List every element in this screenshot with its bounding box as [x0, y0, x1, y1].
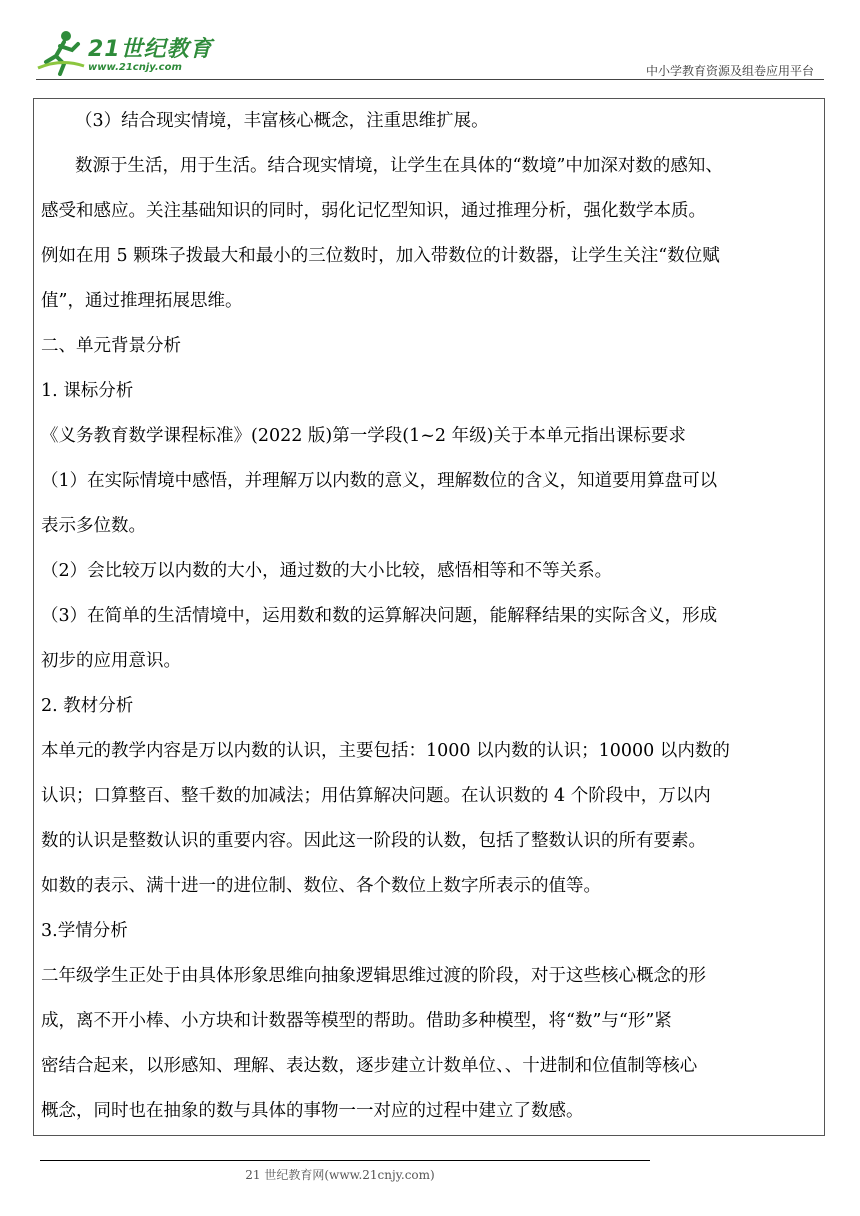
header-divider [36, 79, 824, 80]
paragraph-line: 感受和感应。关注基础知识的同时，弱化记忆型知识，通过推理分析，强化数学本质。 [41, 201, 706, 221]
subsection-heading: 3.学情分析 [41, 921, 128, 941]
paragraph-line: （3）在简单的生活情境中，运用数和数的运算解决问题，能解释结果的实际含义，形成 [41, 606, 718, 626]
paragraph-line: 值”，通过推理拓展思维。 [41, 291, 243, 311]
paragraph-line: 表示多位数。 [41, 516, 146, 536]
logo-url: www.21cnjy.com [88, 62, 182, 73]
subsection-heading: 2. 教材分析 [41, 696, 134, 716]
subsection-heading: 1. 课标分析 [41, 381, 134, 401]
footer-divider [40, 1160, 650, 1161]
paragraph-line: 概念，同时也在抽象的数与具体的事物一一对应的过程中建立了数感。 [41, 1101, 584, 1121]
runner-logo-icon [36, 28, 86, 76]
paragraph-line: 成，离不开小棒、小方块和计数器等模型的帮助。借助多种模型，将“数”与“形”紧 [41, 1011, 672, 1031]
paragraph-line: （2）会比较万以内数的大小，通过数的大小比较，感悟相等和不等关系。 [41, 561, 613, 581]
paragraph-line: 如数的表示、满十进一的进位制、数位、各个数位上数字所表示的值等。 [41, 876, 601, 896]
paragraph-line: 例如在用 5 颗珠子拨最大和最小的三位数时，加入带数位的计数器，让学生关注“数位赋 [41, 246, 720, 266]
paragraph-line: （3）结合现实情境，丰富核心概念，注重思维扩展。 [75, 111, 489, 131]
paragraph-line: 《义务教育数学课程标准》(2022 版)第一学段(1~2 年级)关于本单元指出课标要求 [41, 426, 686, 446]
paragraph-line: 本单元的教学内容是万以内数的认识，主要包括：1000 以内数的认识；10000 以内数的 [41, 741, 730, 761]
paragraph-line: 数源于生活，用于生活。结合现实情境，让学生在具体的“数境”中加深对数的感知、 [75, 156, 723, 176]
section-heading: 二、单元背景分析 [41, 336, 181, 356]
logo-text: 21世纪教育 [88, 37, 213, 62]
paragraph-line: （1）在实际情境中感悟，并理解万以内数的意义，理解数位的含义，知道要用算盘可以 [41, 471, 718, 491]
page-header [0, 0, 860, 90]
paragraph-line: 数的认识是整数认识的重要内容。因此这一阶段的认数，包括了整数认识的所有要素。 [41, 831, 706, 851]
paragraph-line: 二年级学生正处于由具体形象思维向抽象逻辑思维过渡的阶段，对于这些核心概念的形 [41, 966, 706, 986]
footer-link[interactable]: 21 世纪教育网(www.21cnjy.com) [245, 1168, 435, 1182]
paragraph-line: 密结合起来，以形感知、理解、表达数，逐步建立计数单位、、十进制和位值制等核心 [41, 1056, 698, 1076]
paragraph-line: 初步的应用意识。 [41, 651, 181, 671]
header-tagline: 中小学教育资源及组卷应用平台 [645, 64, 814, 78]
paragraph-line: 认识；口算整百、整千数的加减法；用估算解决问题。在认识数的 4 个阶段中，万以内 [41, 786, 711, 806]
site-logo[interactable] [36, 28, 216, 78]
